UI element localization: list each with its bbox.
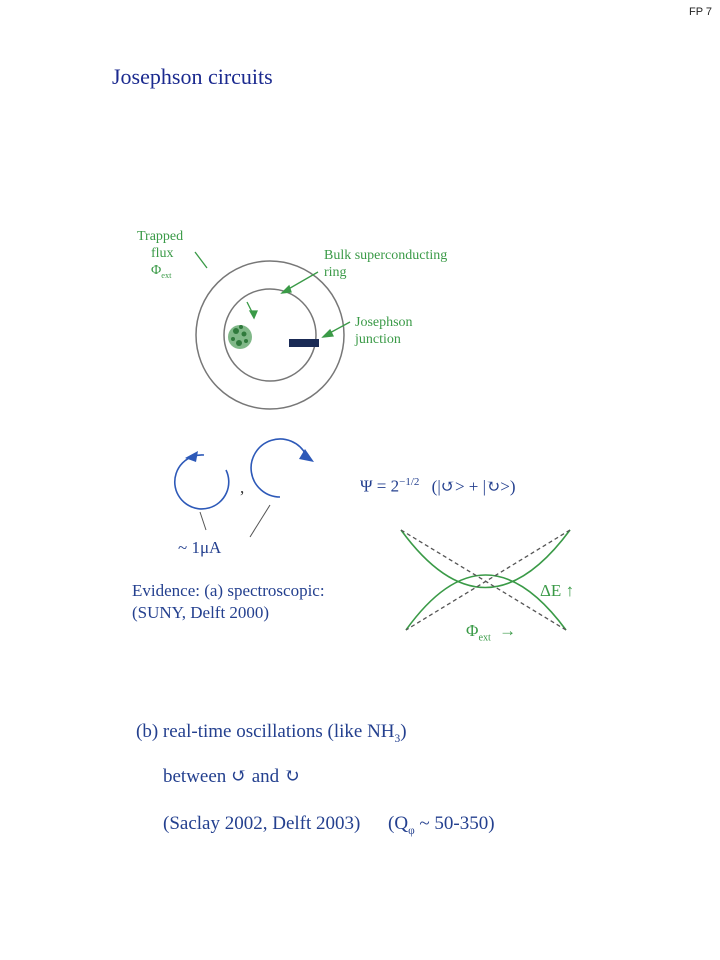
oscillations-line-3-right: ($Q_\varphi$ ~ 50-350) bbox=[388, 813, 495, 837]
delta-e-label: ΔE ↑ bbox=[540, 581, 575, 600]
wavefunction-equation: $\Psi = 2^{-1/2}$ (|↺> + |↻>) bbox=[360, 476, 516, 496]
comma-separator: , bbox=[240, 478, 245, 497]
current-magnitude-label: ~ 1μA bbox=[178, 538, 222, 557]
current-pointer-lines bbox=[200, 505, 270, 537]
page-title: Josephson circuits bbox=[112, 64, 273, 89]
trapped-flux-blob bbox=[228, 325, 252, 349]
oscillations-line-2: between ↺ and ↻ bbox=[163, 766, 300, 787]
oscillations-line-3-left: (Saclay 2002, Delft 2003) bbox=[163, 813, 361, 834]
outer-ring bbox=[196, 261, 344, 409]
evidence-text: Evidence: (a) spectroscopic: (SUNY, Delft 2000) bbox=[132, 581, 325, 622]
phi-ext-axis-label: $\Phi_{ext}$ → bbox=[466, 621, 517, 644]
upper-branch bbox=[401, 530, 570, 588]
josephson-junction-label: Josephson junction bbox=[355, 315, 413, 347]
page-number: FP 7 bbox=[688, 6, 712, 18]
circulating-currents bbox=[175, 439, 314, 509]
diabatic-line-2 bbox=[406, 530, 570, 630]
josephson-junction-bar bbox=[289, 339, 319, 347]
trapped-flux-label: Trapped flux $\Phi_{ext}$ bbox=[137, 229, 184, 280]
oscillations-line-1: (b) real-time oscillations (like $NH_3$) bbox=[136, 721, 407, 745]
energy-levels bbox=[401, 530, 570, 630]
diabatic-line-1 bbox=[401, 530, 566, 630]
bulk-ring-label: Bulk superconducting ring bbox=[324, 248, 448, 280]
